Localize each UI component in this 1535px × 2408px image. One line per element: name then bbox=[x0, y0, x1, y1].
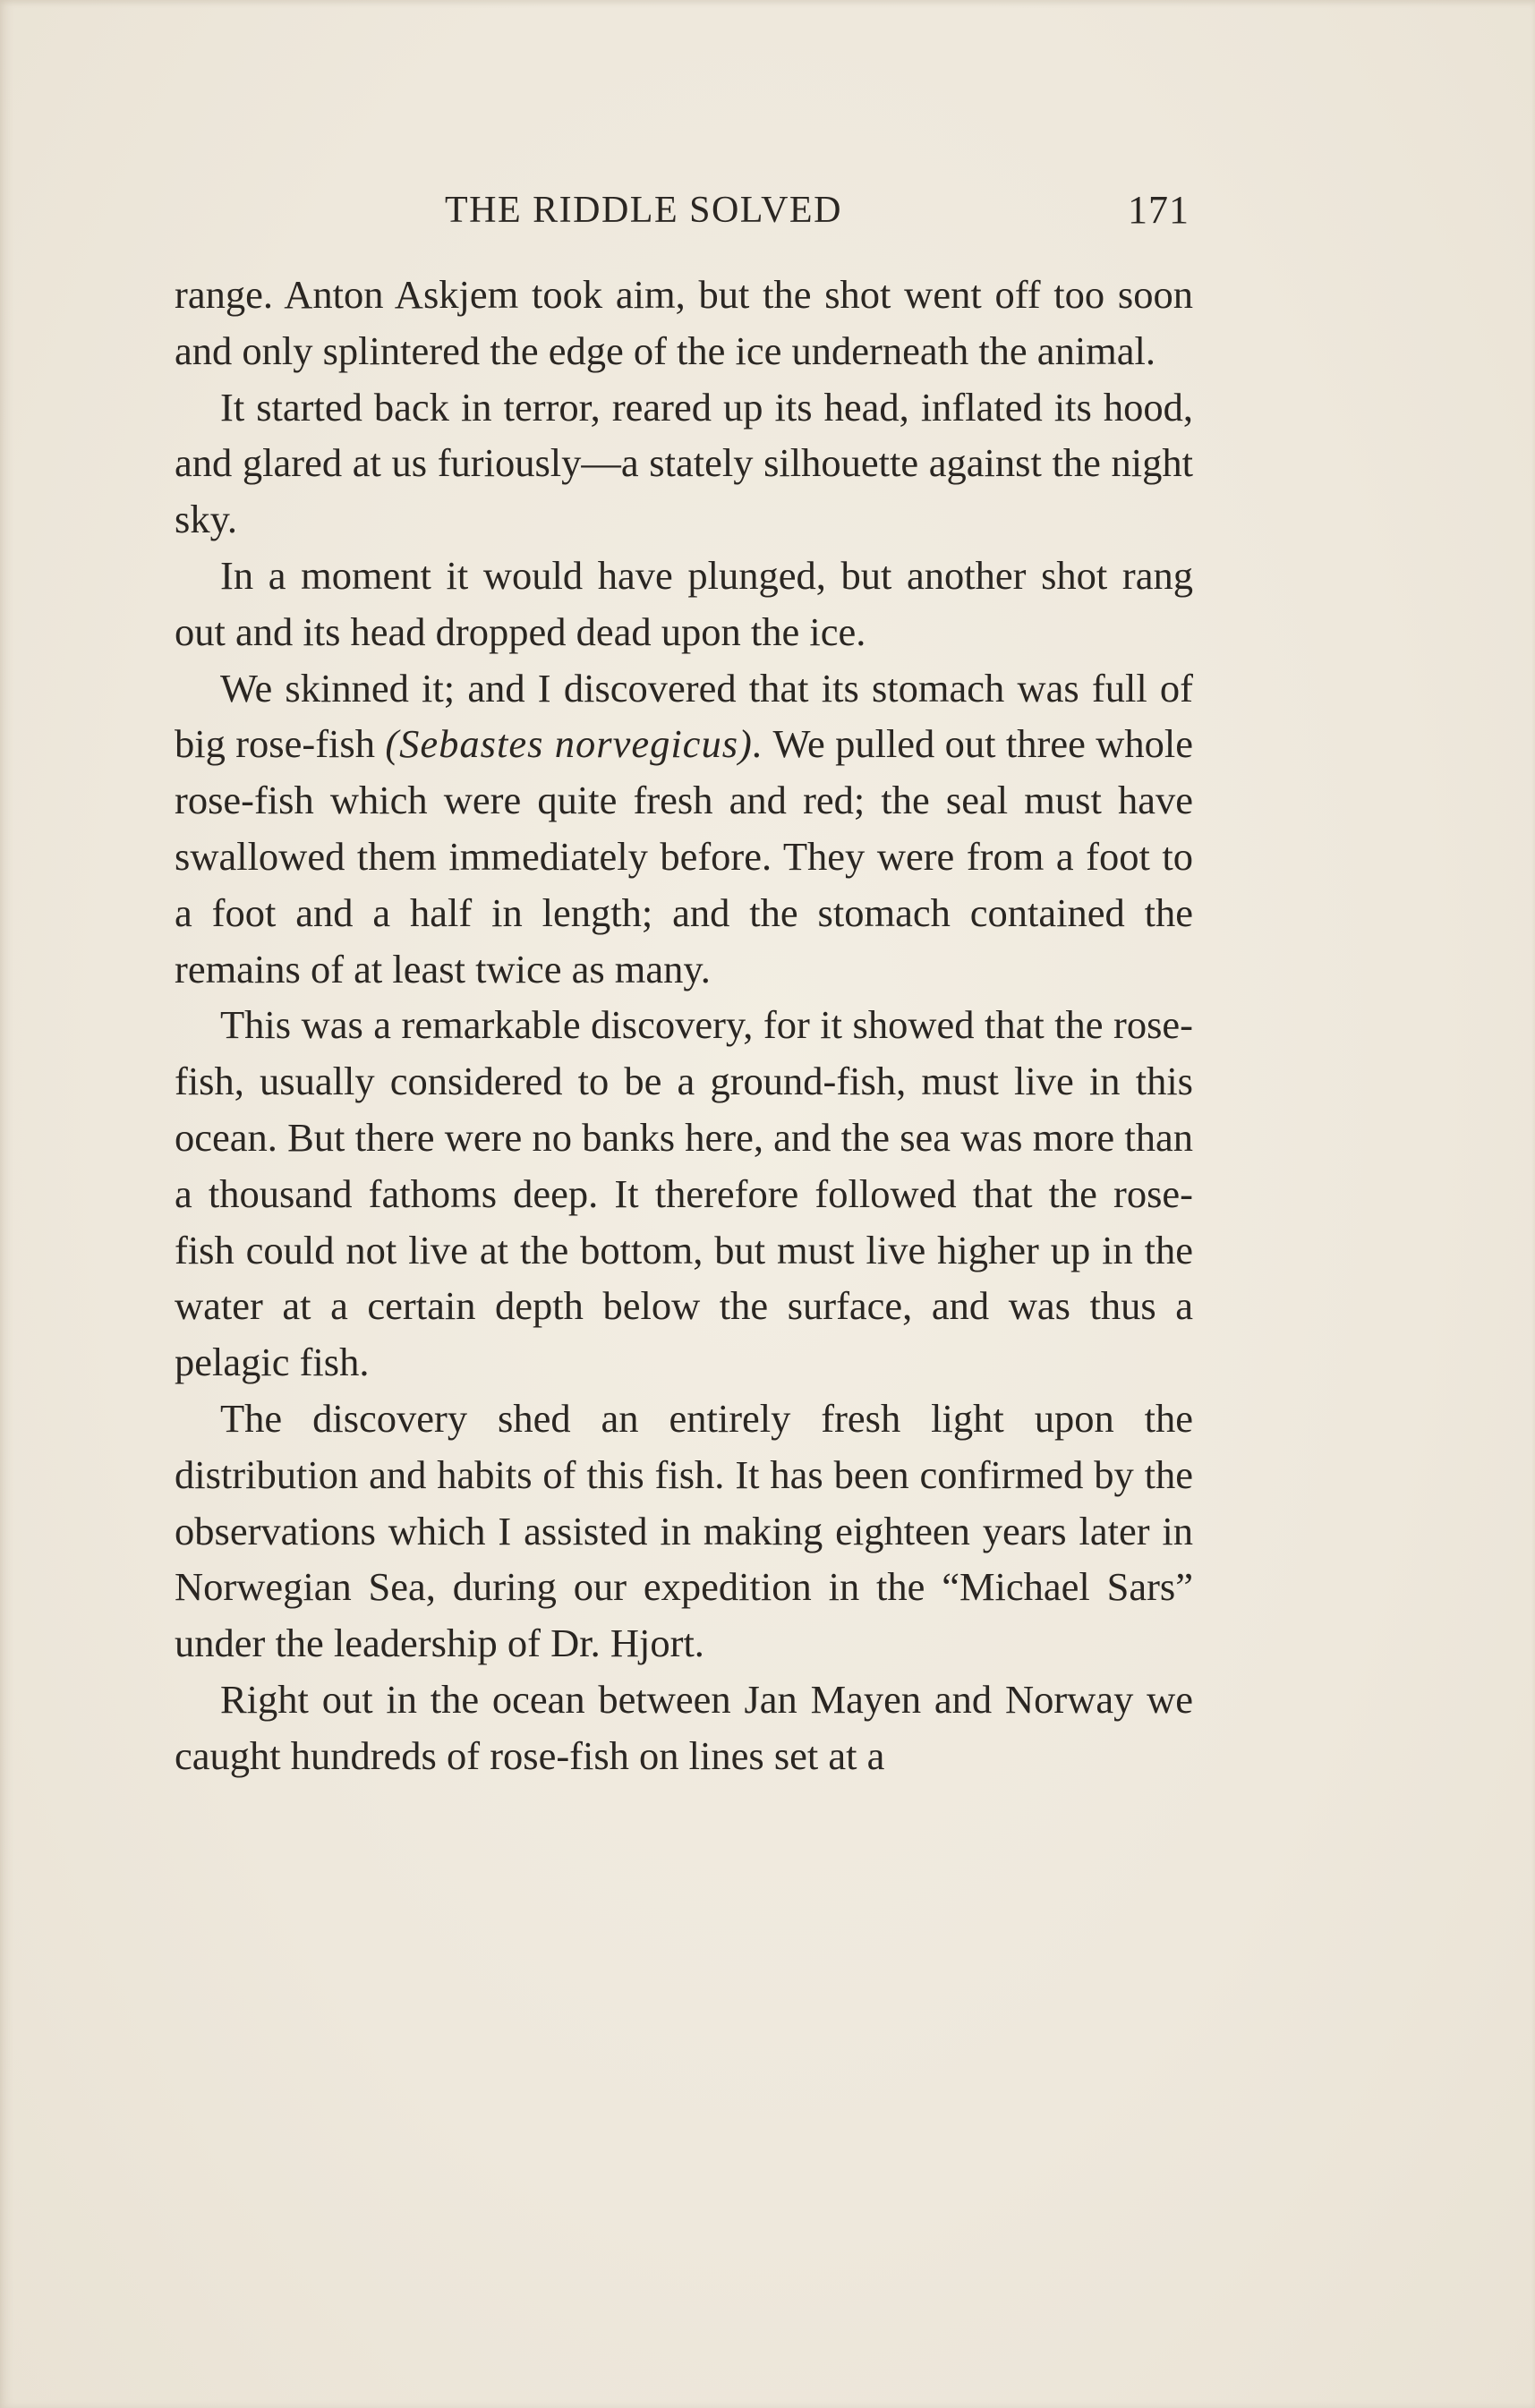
paragraph-4 bbox=[175, 660, 1193, 998]
species-name: (Sebastes norvegicus). bbox=[385, 721, 763, 767]
body-text bbox=[175, 267, 1193, 1784]
page-header bbox=[175, 183, 1195, 237]
paragraph-4-text-after: We pulled out three whole rose-fish which were quite fresh and red; the seal must have swallowed them immediately before. They were from a foot to a foot and a half in length; and the stomach contained the remains of at least twice as many. bbox=[175, 721, 1193, 991]
paragraph-4-text-before: We skinned it; and I discovered that its stomach was full of big rose-fish bbox=[175, 665, 1193, 767]
page-number: 171 bbox=[1128, 188, 1190, 232]
running-title: THE RIDDLE SOLVED bbox=[445, 190, 842, 231]
paragraph-1: range. Anton Askjem took aim, but the shot went off too soon and only splintered the edge of the ice underneath the animal. bbox=[175, 272, 1193, 373]
paragraph-2: It started back in terror, reared up its head, inflated its hood, and glared at us furiously—a stately silhouette against the night sky. bbox=[175, 384, 1193, 542]
paragraph-5: This was a remarkable discovery, for it showed that the rose-fish, usually considered to be a ground-fish, must live in this ocean. But there were no banks here, and the sea was more than a thousand fathoms deep. It therefore followed that the rose-fish could not live at the bottom, but must live higher up in the water at a certain depth below the surface, and was thus a pelagic fish. bbox=[175, 1002, 1193, 1385]
paragraph-3: In a moment it would have plunged, but another shot rang out and its head dropped dead upon the ice. bbox=[175, 552, 1193, 654]
paragraph-6: The discovery shed an entirely fresh light upon the distribution and habits of this fish. It has been confirmed by the observations which I assisted in making eighteen years later in Norwegian Sea, during our expedition in the “Michael Sars” under the leadership of Dr. Hjort. bbox=[175, 1395, 1193, 1666]
paragraph-7: Right out in the ocean between Jan Mayen and Norway we caught hundreds of rose-fish on lines set at a bbox=[175, 1676, 1193, 1778]
